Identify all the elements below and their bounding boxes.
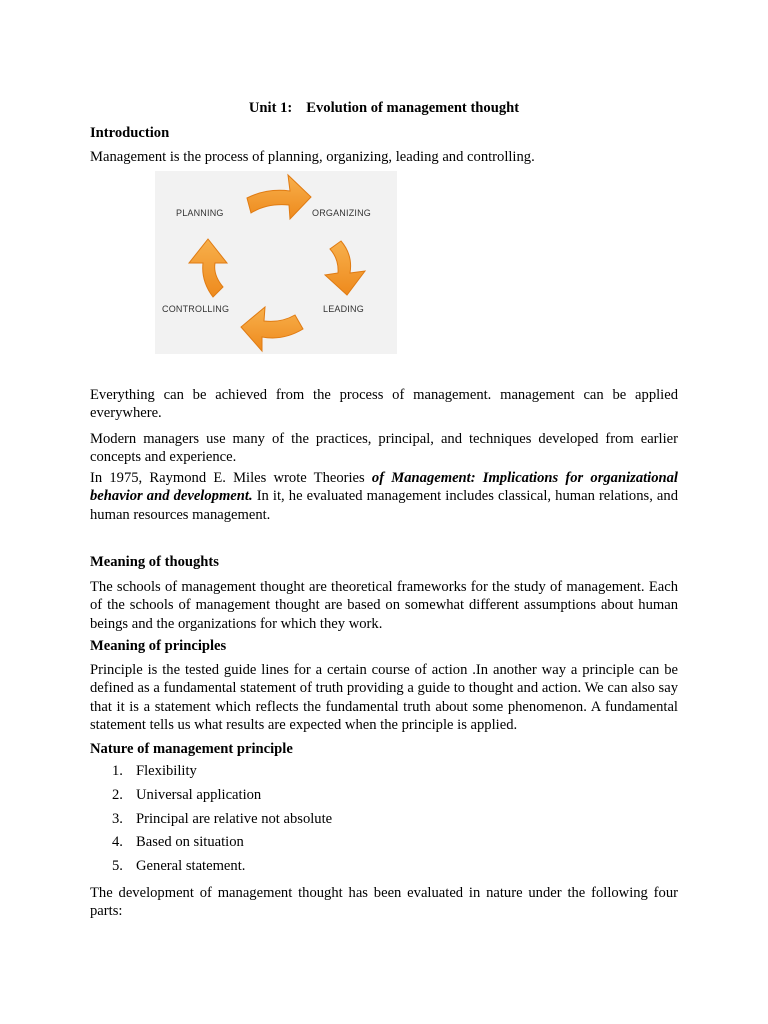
list-item [112, 762, 332, 786]
list-text: General statement. [136, 858, 246, 875]
list-number: 1. [112, 763, 123, 779]
label-planning: PLANNING [176, 208, 224, 218]
management-cycle-diagram [155, 171, 397, 354]
list-number: 5. [112, 858, 123, 875]
list-item [112, 786, 332, 810]
arrow-controlling-to-planning [189, 239, 227, 297]
miles-post: In it, he evaluated management includes classical, human relations, and human resources management. [90, 488, 679, 523]
paragraph-modern-managers: Modern managers use many of the practices, principal, and techniques developed from earlier concepts and experience. [90, 431, 678, 466]
list-text: Flexibility [136, 763, 197, 779]
arrow-planning-to-organizing [247, 175, 311, 219]
nature-list [112, 762, 332, 881]
arrow-organizing-to-leading [325, 241, 365, 295]
page-title [0, 99, 768, 117]
principles-text: Principle is the tested guide lines for a certain course of action .In another way a principle can be defined as a fundamental statement of truth providing a guide to thought and action. We can also say that it is a statement which reflects the fundamental truth about some phenomenon. A fundamental statement tells us what results are expected when the principle is applied. [90, 662, 678, 734]
miles-pre: In 1975, Raymond E. Miles wrote Theories [90, 470, 372, 486]
label-organizing: ORGANIZING [312, 208, 372, 218]
closing-text: The development of management thought has been evaluated in nature under the following four parts: [90, 885, 678, 920]
paragraph-miles [90, 469, 678, 524]
title-text: Evolution of management thought [306, 100, 520, 116]
intro-text: Management is the process of planning, organizing, leading and controlling. [90, 149, 535, 165]
nature-heading: Nature of management principle [90, 741, 293, 757]
title-unit: Unit 1: [248, 100, 293, 116]
list-item [112, 857, 332, 881]
paragraph-everything: Everything can be achieved from the process of management. management can be applied everywhere. [90, 387, 678, 422]
list-number: 4. [112, 834, 123, 851]
intro-heading: Introduction [90, 125, 170, 141]
list-item [112, 810, 332, 834]
label-leading: LEADING [323, 304, 364, 314]
list-number: 2. [112, 786, 123, 803]
list-text: Universal application [136, 786, 262, 803]
list-item [112, 833, 332, 857]
label-controlling: CONTROLLING [162, 304, 230, 314]
arrow-leading-to-controlling [241, 307, 303, 351]
management-cycle-svg [155, 171, 397, 354]
list-number: 3. [112, 810, 123, 827]
principles-heading: Meaning of principles [90, 638, 227, 654]
list-text: Principal are relative not absolute [136, 810, 333, 827]
list-text: Based on situation [136, 834, 244, 851]
thoughts-heading: Meaning of thoughts [90, 554, 219, 570]
miles-book-title: of Management: Implications for organizational behavior and development. [90, 470, 678, 505]
thoughts-text: The schools of management thought are theoretical frameworks for the study of management. Each of the schools of management thought are based on somewhat different assumptions about human beings and the organizations for which they work. [90, 579, 678, 632]
